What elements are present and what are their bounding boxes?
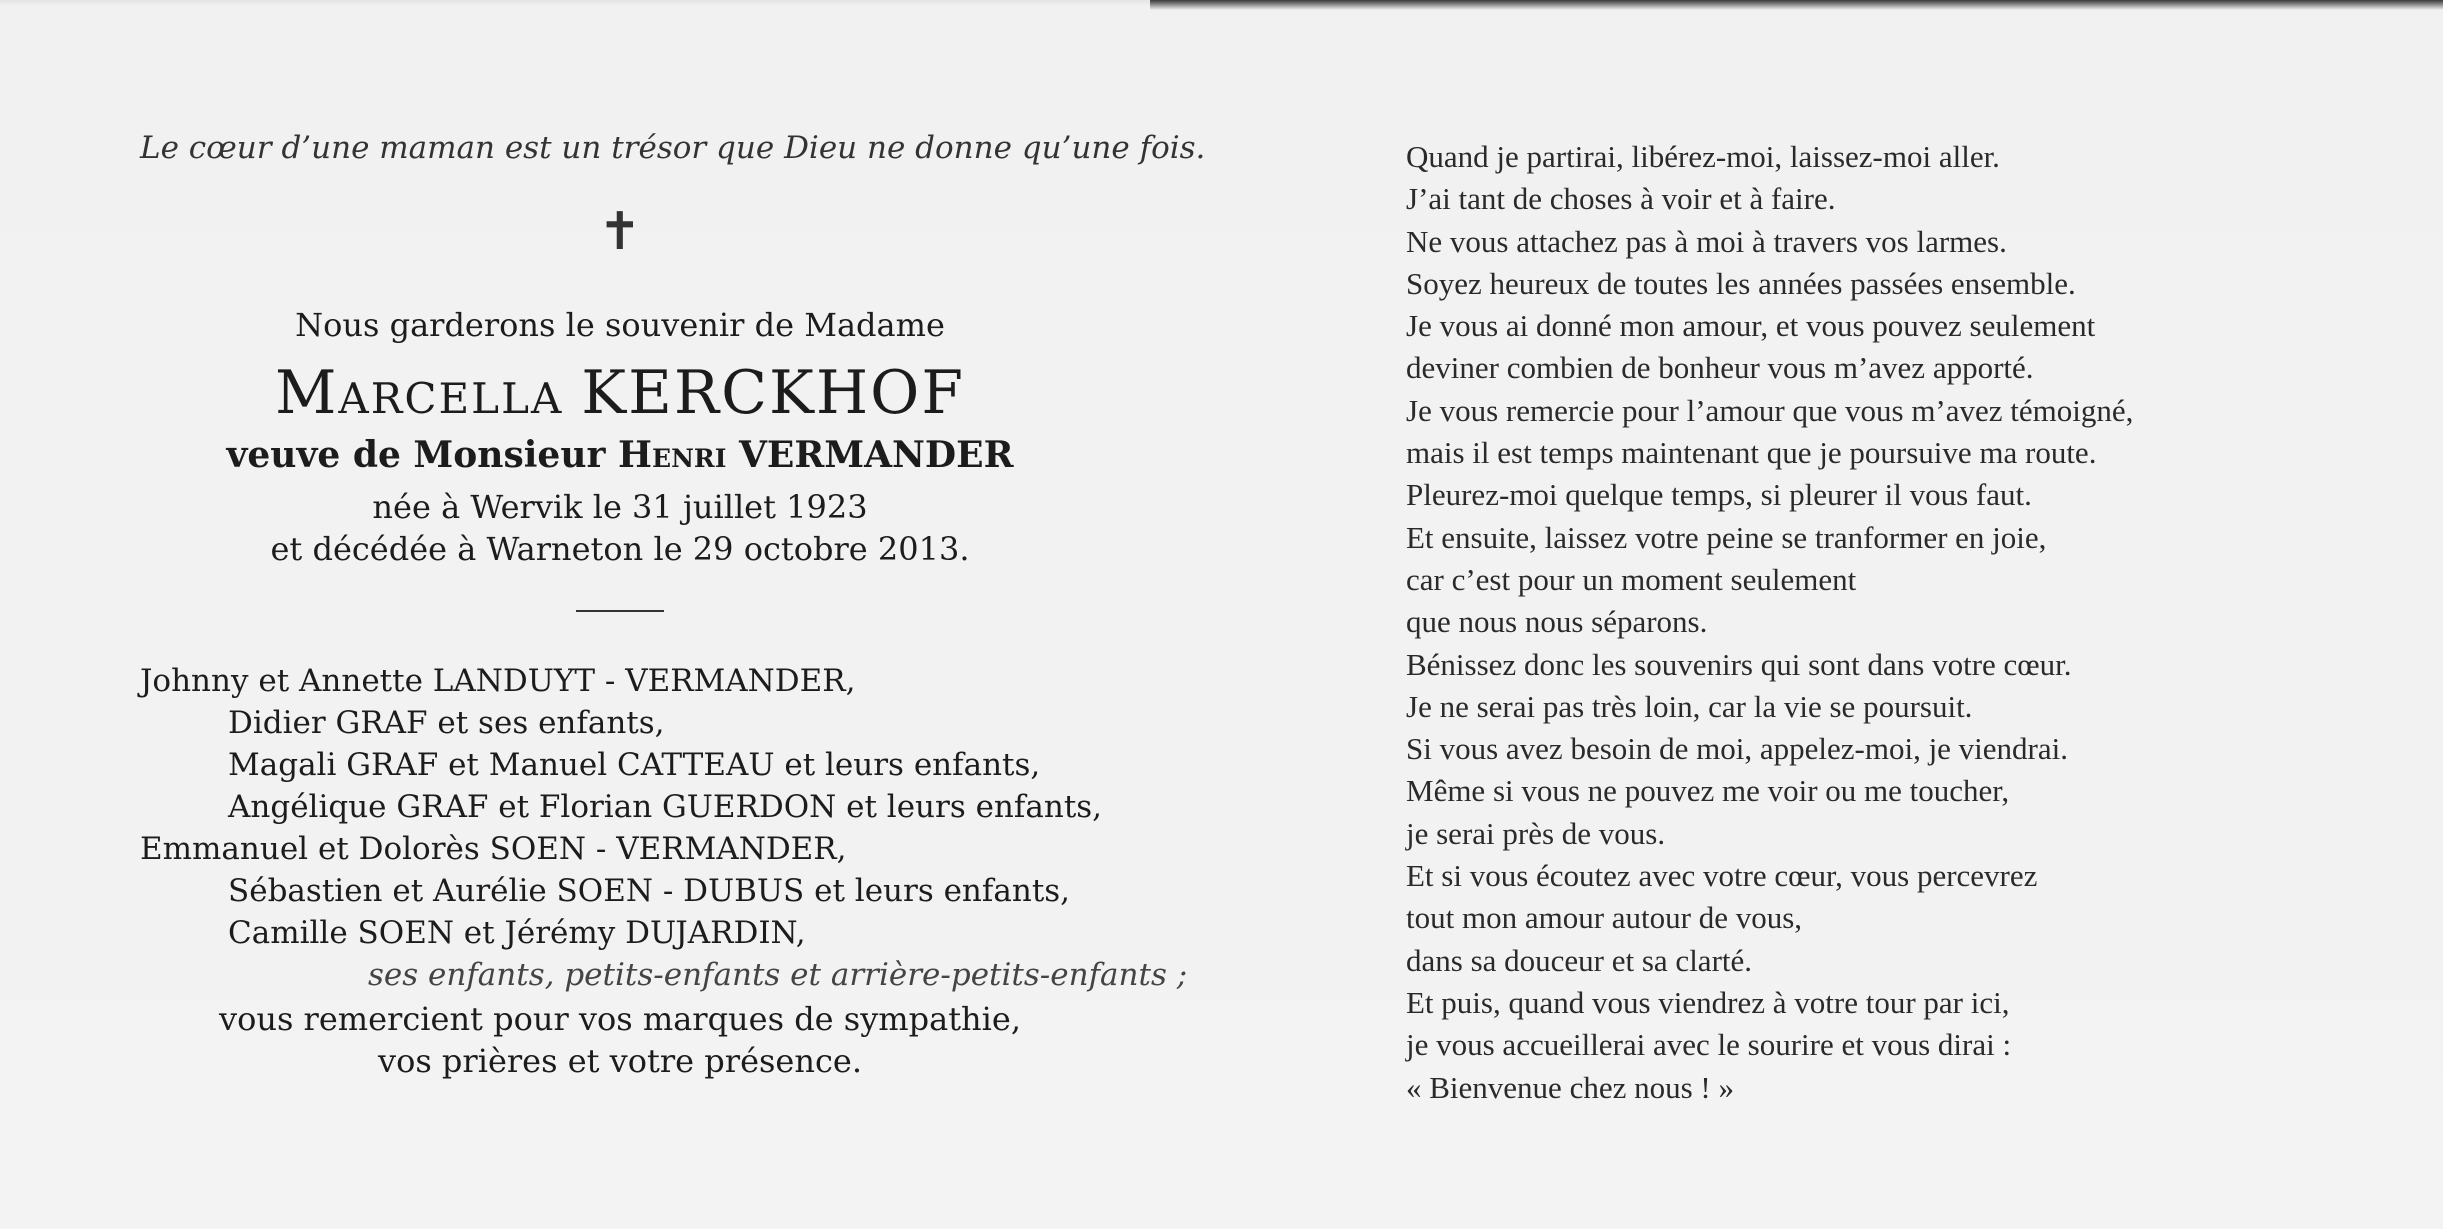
poem-line: je serai près de vous. bbox=[1406, 815, 1666, 851]
family-line: Magali GRAF et Manuel CATTEAU et leurs enfants, bbox=[228, 747, 1041, 783]
scan-edge-shadow bbox=[1150, 0, 2443, 10]
poem-line: Et ensuite, laissez votre peine se tranformer en joie, bbox=[1406, 519, 2047, 555]
poem-line: J’ai tant de choses à voir et à faire. bbox=[1406, 181, 1836, 217]
poem-line: je vous accueillerai avec le sourire et vous dirai : bbox=[1406, 1027, 2012, 1063]
deceased-last-name: KERCKHOF bbox=[581, 358, 965, 428]
poem-line: car c’est pour un moment seulement bbox=[1406, 561, 1857, 597]
deceased-block bbox=[140, 306, 1100, 612]
poem-line: Je ne serai pas très loin, car la vie se poursuit. bbox=[1406, 688, 1973, 724]
poem-line: Et si vous écoutez avec votre cœur, vous percevrez bbox=[1406, 858, 2038, 894]
poem-line: Même si vous ne pouvez me voir ou me toucher, bbox=[1406, 773, 2010, 809]
poem-line: que nous nous séparons. bbox=[1406, 604, 1708, 640]
cross-icon: ✝ bbox=[598, 202, 642, 262]
poem-line: Quand je partirai, libérez-moi, laissez-moi aller. bbox=[1406, 139, 2000, 174]
thanks-block bbox=[140, 998, 1100, 1082]
poem-line: Je vous ai donné mon amour, et vous pouvez seulement bbox=[1406, 308, 2096, 344]
poem-line: « Bienvenue chez nous ! » bbox=[1406, 1069, 1734, 1105]
poem-line: Soyez heureux de toutes les années passées ensemble. bbox=[1406, 265, 2076, 301]
poem-line: Si vous avez besoin de moi, appelez-moi, je viendrai. bbox=[1406, 731, 2069, 767]
family-line: Johnny et Annette LANDUYT - VERMANDER, bbox=[140, 663, 856, 699]
poem-panel bbox=[1406, 136, 2366, 1109]
poem-line: tout mon amour autour de vous, bbox=[1406, 900, 1803, 936]
deceased-name bbox=[140, 358, 1100, 428]
opening-quote: Le cœur d’une maman est un trésor que Dieu ne donne qu’une fois. bbox=[140, 130, 1206, 166]
birth-line: née à Wervik le 31 juillet 1923 bbox=[372, 488, 868, 526]
deceased-first-name: Marcella bbox=[275, 358, 564, 428]
family-line: Emmanuel et Dolorès SOEN - VERMANDER, bbox=[140, 831, 847, 867]
family-line: Sébastien et Aurélie SOEN - DUBUS et leurs enfants, bbox=[228, 873, 1071, 909]
family-line: Angélique GRAF et Florian GUERDON et leurs enfants, bbox=[228, 789, 1103, 825]
grandchildren-line: ses enfants, petits-enfants et arrière-petits-enfants ; bbox=[368, 957, 1188, 993]
family-line: Didier GRAF et ses enfants, bbox=[228, 705, 665, 741]
husband-first-name: Henri bbox=[618, 434, 727, 476]
poem-line: mais il est temps maintenant que je poursuive ma route. bbox=[1406, 435, 2097, 471]
death-line: et décédée à Warneton le 29 octobre 2013. bbox=[270, 530, 970, 568]
family-list bbox=[140, 660, 1220, 996]
intro-line: Nous garderons le souvenir de Madame bbox=[295, 306, 945, 344]
widow-prefix: veuve de Monsieur bbox=[226, 434, 606, 476]
poem-line: deviner combien de bonheur vous m’avez apporté. bbox=[1406, 350, 2034, 386]
poem-line: dans sa douceur et sa clarté. bbox=[1406, 942, 1753, 978]
thanks-line: vos prières et votre présence. bbox=[377, 1042, 862, 1080]
widow-line bbox=[140, 434, 1100, 476]
poem-line: Pleurez-moi quelque temps, si pleurer il vous faut. bbox=[1406, 477, 2032, 513]
thanks-line: vous remercient pour vos marques de sympathie, bbox=[218, 1000, 1021, 1038]
poem-line: Ne vous attachez pas à moi à travers vos larmes. bbox=[1406, 223, 2007, 259]
poem-line: Je vous remercie pour l’amour que vous m’avez témoigné, bbox=[1406, 392, 2134, 428]
husband-last-name: VERMANDER bbox=[738, 434, 1014, 476]
family-line: Camille SOEN et Jérémy DUJARDIN, bbox=[228, 915, 806, 951]
poem-line: Bénissez donc les souvenirs qui sont dans votre cœur. bbox=[1406, 646, 2072, 682]
left-panel bbox=[140, 130, 1220, 1082]
poem-line: Et puis, quand vous viendrez à votre tour par ici, bbox=[1406, 984, 2010, 1020]
divider bbox=[576, 610, 664, 612]
